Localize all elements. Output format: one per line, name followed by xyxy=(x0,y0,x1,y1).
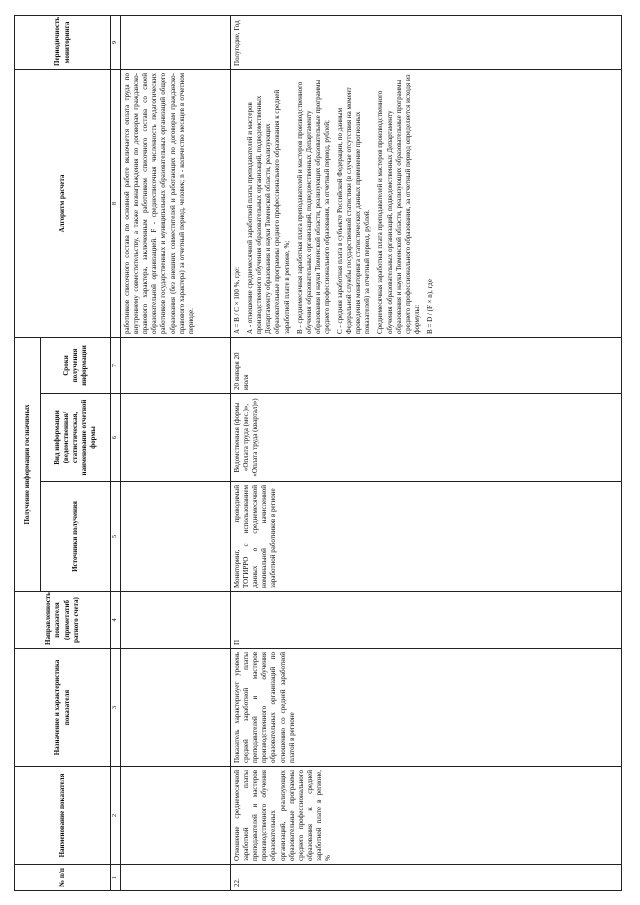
index-cell: 8 xyxy=(111,69,121,337)
indicator-purpose: Показатель характеризует уровень средней заработной платы преподавателей и мастеров производственного обучения образовательных организаций по отношению со средней заработной платой в регионе xyxy=(231,649,622,767)
indicator-direction: П xyxy=(231,592,622,649)
header-algorithm: Алгоритм расчета xyxy=(15,69,111,337)
header-period: Периодичность мониторинга xyxy=(15,15,111,69)
header-purpose: Назначение и характеристика показателя xyxy=(15,649,111,767)
header-num: № п/п xyxy=(15,865,111,891)
header-group: Получение информации госзначимых xyxy=(15,337,41,591)
info-type: Ведомственная (формы «Оплата труда (мес.)», «Оплата труда (квартал)») xyxy=(231,394,622,482)
algorithm-def-a: А - отношение среднемесячной заработной платы преподавателей и мастеров производственного обучения образовательных организаций, подведомственных Департаменту образования и науки Тюменской области, реализующих образовательные программы среднего профессионального образования к средней заработной плате в регионе, %; xyxy=(246,89,291,334)
header-deadline: Сроки получения информации xyxy=(41,337,111,393)
index-cell: 9 xyxy=(111,15,121,69)
row-number: 22. xyxy=(231,865,622,891)
index-cell: 7 xyxy=(111,337,121,393)
carry-over-row xyxy=(121,15,231,890)
header-source: Источники получения xyxy=(41,482,111,592)
header-info-type: Вид информации (ведомственная/ статистическая, наименование отчетной формы xyxy=(41,394,111,482)
index-cell: 4 xyxy=(111,592,121,649)
index-cell: 3 xyxy=(111,649,121,767)
header-row-1 xyxy=(15,15,41,890)
header-name: Наименование показателя xyxy=(15,767,111,865)
algorithm-cell xyxy=(231,69,622,337)
indicator-table xyxy=(14,15,622,891)
algorithm-formula-b: B = D / (F × n), где xyxy=(425,279,434,334)
algorithm-formula: A = B / C × 100 %, где: xyxy=(233,266,242,334)
monitoring-period: Полугодие, Год xyxy=(231,15,622,69)
carry-algorithm-text: работников списочного состава по основной работе включается оплата труда по внутреннему совместительству, а также вознаграждения по договорам гражданско-правового характера, заключенным работником списочного состава со своей образовательной организацией. F - среднесписочная численность педагогических работников государственных и муниципальных образовательных организаций общего образования (без внешних совместителей и работающих по договорам гражданско-правового характера) за отчетный период, человек; n - количество месяцев в отчетном периоде. xyxy=(121,69,231,337)
index-cell: 6 xyxy=(111,394,121,482)
index-cell: 5 xyxy=(111,482,121,592)
table-row-22 xyxy=(231,15,622,890)
index-cell: 2 xyxy=(111,767,121,865)
info-source: Мониторинг, проводимый ТОГИРРО с использованием данных о среднемесячной номинальной начисленной заработной работников в регионе xyxy=(231,482,622,592)
algorithm-def-b: В - среднемесячная заработная плата преподавателей и мастеров производственного обучения образовательных организаций, подведомственных Департаменту образования и науки Тюменской области, реализующих образовательные программы среднего профессионального образования, за отчетный период, рублей; xyxy=(295,79,331,334)
index-cell: 1 xyxy=(111,865,121,891)
algorithm-def-c: С - средняя заработная плата в субъекте Российской Федерации, по данным Федеральной службы государственной статистики (в случае отсутствия на момент проведения мониторинга статистических данных применение прогнозных показателей) за отчетный период, рублей. xyxy=(336,87,372,334)
column-index-row xyxy=(111,15,121,890)
header-direction: Направленность показателя (приметатиб ратного счета) xyxy=(15,592,111,649)
info-deadline: 20 января 20 июля xyxy=(231,337,622,393)
indicator-name: Отношение среднемесячной заработной платы преподавателей и мастеров производственного обучения образовательных организаций, реализующих образовательные программы среднего профессионального образования к средней заработной плате в регионе, % xyxy=(231,767,622,865)
algorithm-note: Среднемесячная заработная плата преподавателей и мастеров производственного обучения образовательных организаций, подведомственных Департаменту образования и науки Тюменской области, реализующих образовательные программы среднего профессионального образования, за отчетный период определяется исходя из формулы: xyxy=(376,74,421,334)
